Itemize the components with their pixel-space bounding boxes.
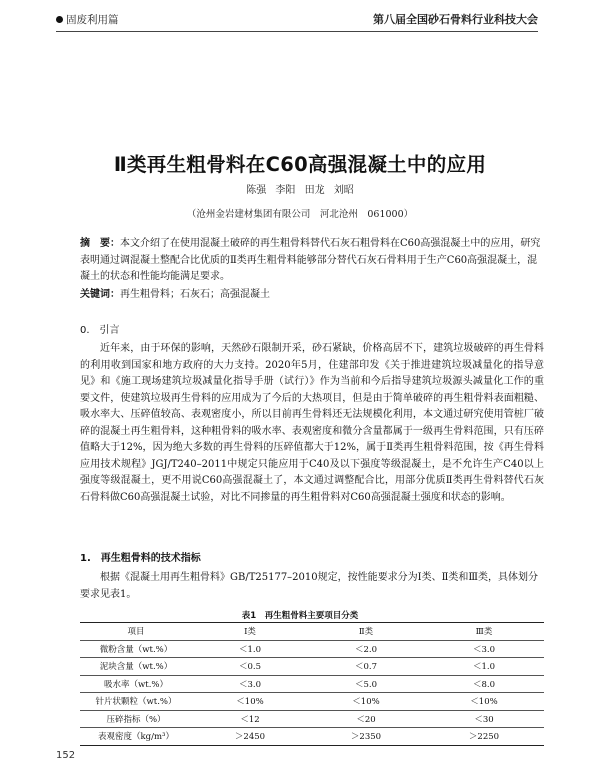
- table-cell: ＜3.0: [424, 640, 544, 658]
- header-cell: 项目: [80, 623, 192, 641]
- author-list: [0, 181, 600, 196]
- table-cell: ＜12: [192, 710, 308, 728]
- abstract-text: 本文介绍了在使用混凝土破碎的再生粗骨料替代石灰石粗骨料在C60高强混凝土中的应用，研究表明通过调混凝土整配合比优质的Ⅱ类再生粗骨料能够部分替代石灰石骨料用于生产C60高强混凝土，混凝土的状态和性能均能满足要求。: [80, 238, 541, 282]
- header-section: [56, 12, 119, 27]
- author: 田龙: [304, 185, 325, 196]
- keywords-label: 关键词：: [80, 289, 120, 300]
- table-row: [80, 675, 544, 693]
- table-cell: 针片状颗粒（wt.%）: [80, 693, 192, 711]
- affiliation: （沧州金岩建材集团有限公司 河北沧州 061000）: [186, 209, 414, 220]
- table-row: [80, 710, 544, 728]
- table-row: [80, 728, 544, 746]
- keywords: [80, 287, 544, 304]
- table-cell: ＜10%: [192, 693, 308, 711]
- header-rule: [56, 31, 538, 32]
- table-cell: ＜0.7: [308, 658, 424, 676]
- keywords-text: 再生粗骨料；石灰石；高强混凝土: [120, 289, 270, 300]
- spec-paragraph: 根据《混凝土用再生粗骨料》GB/T25177–2010规定，按性能要求分为Ⅰ类、Ⅱ类和Ⅲ类，具体划分要求见表1。: [80, 572, 539, 600]
- table-cell: 压碎指标（%）: [80, 710, 192, 728]
- table-cell: ＜10%: [424, 693, 544, 711]
- header-cell: Ⅰ类: [192, 623, 308, 641]
- section-heading-specs: 1. 再生粗骨料的技术指标: [80, 553, 201, 564]
- paper-title: Ⅱ类再生粗骨料在C60高强混凝土中的应用: [113, 153, 487, 176]
- table-cell: ＜2.0: [308, 640, 424, 658]
- author: 陈强: [246, 185, 267, 196]
- table-cell: 泥块含量（wt.%）: [80, 658, 192, 676]
- classification-table: [80, 622, 544, 746]
- table-cell: ＞2250: [424, 728, 544, 746]
- header-conference: 第八届全国砂石骨料行业科技大会: [373, 13, 538, 26]
- table-cell: ＜1.0: [424, 658, 544, 676]
- header-cell: Ⅱ类: [308, 623, 424, 641]
- table-cell: ＜5.0: [308, 675, 424, 693]
- header-cell: Ⅲ类: [424, 623, 544, 641]
- page-number: 152: [56, 750, 76, 761]
- table-row: [80, 693, 544, 711]
- table-cell: ＜30: [424, 710, 544, 728]
- table-cell: 微粉含量（wt.%）: [80, 640, 192, 658]
- table-caption: 表1 再生粗骨料主要项目分类: [241, 611, 359, 621]
- table-row: [80, 658, 544, 676]
- author: 刘昭: [333, 185, 354, 196]
- table-cell: 吸水率（wt.%）: [80, 675, 192, 693]
- table-cell: ＜10%: [308, 693, 424, 711]
- table-cell: ＜20: [308, 710, 424, 728]
- table-cell: ＜0.5: [192, 658, 308, 676]
- author: 李阳: [275, 185, 296, 196]
- table-row: [80, 640, 544, 658]
- table-cell: ＜8.0: [424, 675, 544, 693]
- table-cell: ＞2450: [192, 728, 308, 746]
- table-cell: ＜1.0: [192, 640, 308, 658]
- section-heading-intro: 0. 引言: [80, 325, 120, 336]
- abstract-label: 摘 要：: [80, 238, 120, 249]
- bullet-icon: [56, 16, 63, 23]
- table-header-row: [80, 623, 544, 641]
- intro-paragraph: 近年来，由于环保的影响，天然砂石限制开采，砂石紧缺，价格高居不下，建筑垃圾破碎的再生骨料的利用收到国家和地方政府的大力支持。2020年5月，住建部印发《关于推进建筑垃圾减量化的指导意见》和《施工现场建筑垃圾减量化指导手册（试行）》作为当前和今后指导建筑垃圾源头减量化工作的重要文件，使建筑垃圾再生骨料的应用成为了今后的大热项目，但是由于简单破碎的再生粗骨料表面粗糙、吸水率大、压碎值较高、表观密度小，所以目前再生骨料还无法规模化利用，本文通过研究使用管桩厂破碎的混凝土再生粗骨料，这种粗骨料的吸水率、表观密度和微分含量都属于一级再生骨料范围，只有压碎值略大于12%，因为绝大多数的再生骨料的压碎值都大于12%，属于Ⅱ类再生粗骨料范围，按《再生骨料应用技术规程》JGJ/T240–2011中规定只能应用于C40及以下强度等级混凝土，是不允许生产C40以上强度等级混凝土，更不用说C60高强混凝土了，本文通过调整配合比，用部分优质Ⅱ类再生骨料替代石灰石骨料做C60高强混凝土试验，对比不同掺量的再生粗骨料对C60高强混凝土强度和状态的影响。: [80, 343, 544, 503]
- table-cell: 表观密度（kg/m³）: [80, 728, 192, 746]
- table-cell: ＞2350: [308, 728, 424, 746]
- table-cell: ＜3.0: [192, 675, 308, 693]
- abstract: [80, 236, 544, 286]
- header-section-label: 固废利用篇: [66, 14, 119, 26]
